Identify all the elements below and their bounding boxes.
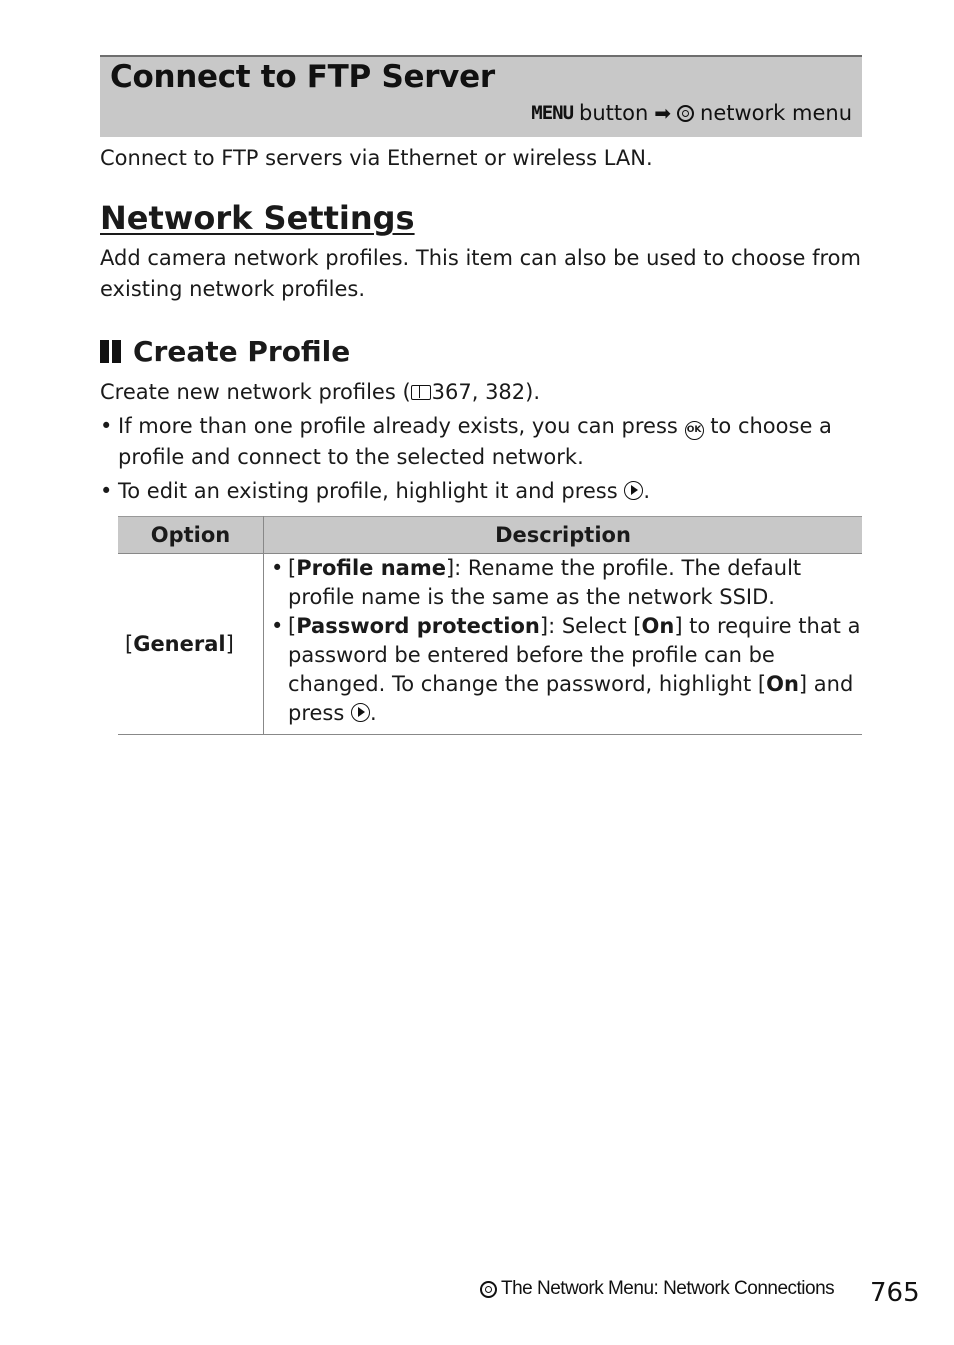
- network-menu-icon: [480, 1281, 497, 1298]
- multi-selector-right-icon: [351, 703, 370, 722]
- item-text: ] to require that a password be entered before the profile can be changed. To change the password, highlight [: [288, 614, 861, 696]
- bracket: ]: [225, 632, 234, 656]
- description-list: [264, 554, 862, 734]
- section-title-network-settings: Network Settings: [100, 199, 415, 237]
- bullet-text: If more than one profile already exists, you can press: [118, 414, 685, 438]
- page-footer: [480, 1278, 834, 1300]
- bullet-text-end: .: [643, 479, 651, 503]
- option-name: General: [133, 632, 226, 656]
- bullet-text-end: to choose a profile and connect to the selected network.: [118, 414, 832, 469]
- section-body: Add camera network profiles. This item can also be used to choose from existing network profiles.: [100, 246, 861, 301]
- intro-text: Connect to FTP servers via Ethernet or wireless LAN.: [100, 146, 653, 170]
- item-label: Profile name: [296, 556, 446, 580]
- list-item: [100, 476, 860, 507]
- ok-button-icon: OK: [685, 421, 704, 440]
- bracket: [: [125, 632, 134, 656]
- page-reference-link[interactable]: 367, 382: [431, 380, 526, 404]
- description-cell: [264, 554, 863, 735]
- column-header-option: Option: [118, 517, 264, 554]
- lead-text-end: ).: [525, 380, 541, 404]
- network-menu-icon: [677, 105, 694, 122]
- list-item: [264, 554, 862, 612]
- list-item: [264, 612, 862, 728]
- bullet-list: [100, 411, 860, 510]
- menu-path: [531, 101, 852, 125]
- footer-text: The Network Menu: Network Connections: [501, 1278, 835, 1299]
- arrow-right-icon: ➡: [654, 101, 672, 125]
- list-item: [100, 411, 860, 473]
- menu-button-label: MENU: [531, 102, 574, 124]
- table-row: [118, 554, 862, 735]
- page-title: Connect to FTP Server: [110, 59, 495, 95]
- option-cell: [118, 554, 264, 735]
- multi-selector-right-icon: [624, 481, 643, 500]
- menu-name: network menu: [700, 101, 852, 125]
- page-number: 765: [870, 1278, 920, 1308]
- item-text: ] and press: [288, 672, 854, 725]
- bullet-text: To edit an existing profile, highlight it and press: [118, 479, 625, 503]
- on-value: On: [766, 672, 799, 696]
- button-word: button: [579, 101, 649, 125]
- item-text-end: .: [369, 701, 377, 725]
- section-header-bar: [100, 55, 862, 137]
- item-label: Password protection: [296, 614, 540, 638]
- lead-text: Create new network profiles (: [100, 380, 411, 404]
- bracket: [: [288, 614, 297, 638]
- subsection-lead: [100, 377, 540, 408]
- subsection-title: [100, 335, 350, 368]
- bracket: [: [288, 556, 297, 580]
- subsection-title-text: Create Profile: [133, 335, 351, 368]
- options-table: [118, 516, 862, 735]
- item-text: ]: Select [: [539, 614, 642, 638]
- column-header-description: Description: [264, 517, 863, 554]
- item-text: ]: Rename the profile. The default profile name is the same as the network SSID.: [288, 556, 802, 609]
- section-marker-icon: [100, 340, 121, 363]
- page-reference-icon: [411, 385, 431, 400]
- on-value: On: [641, 614, 675, 638]
